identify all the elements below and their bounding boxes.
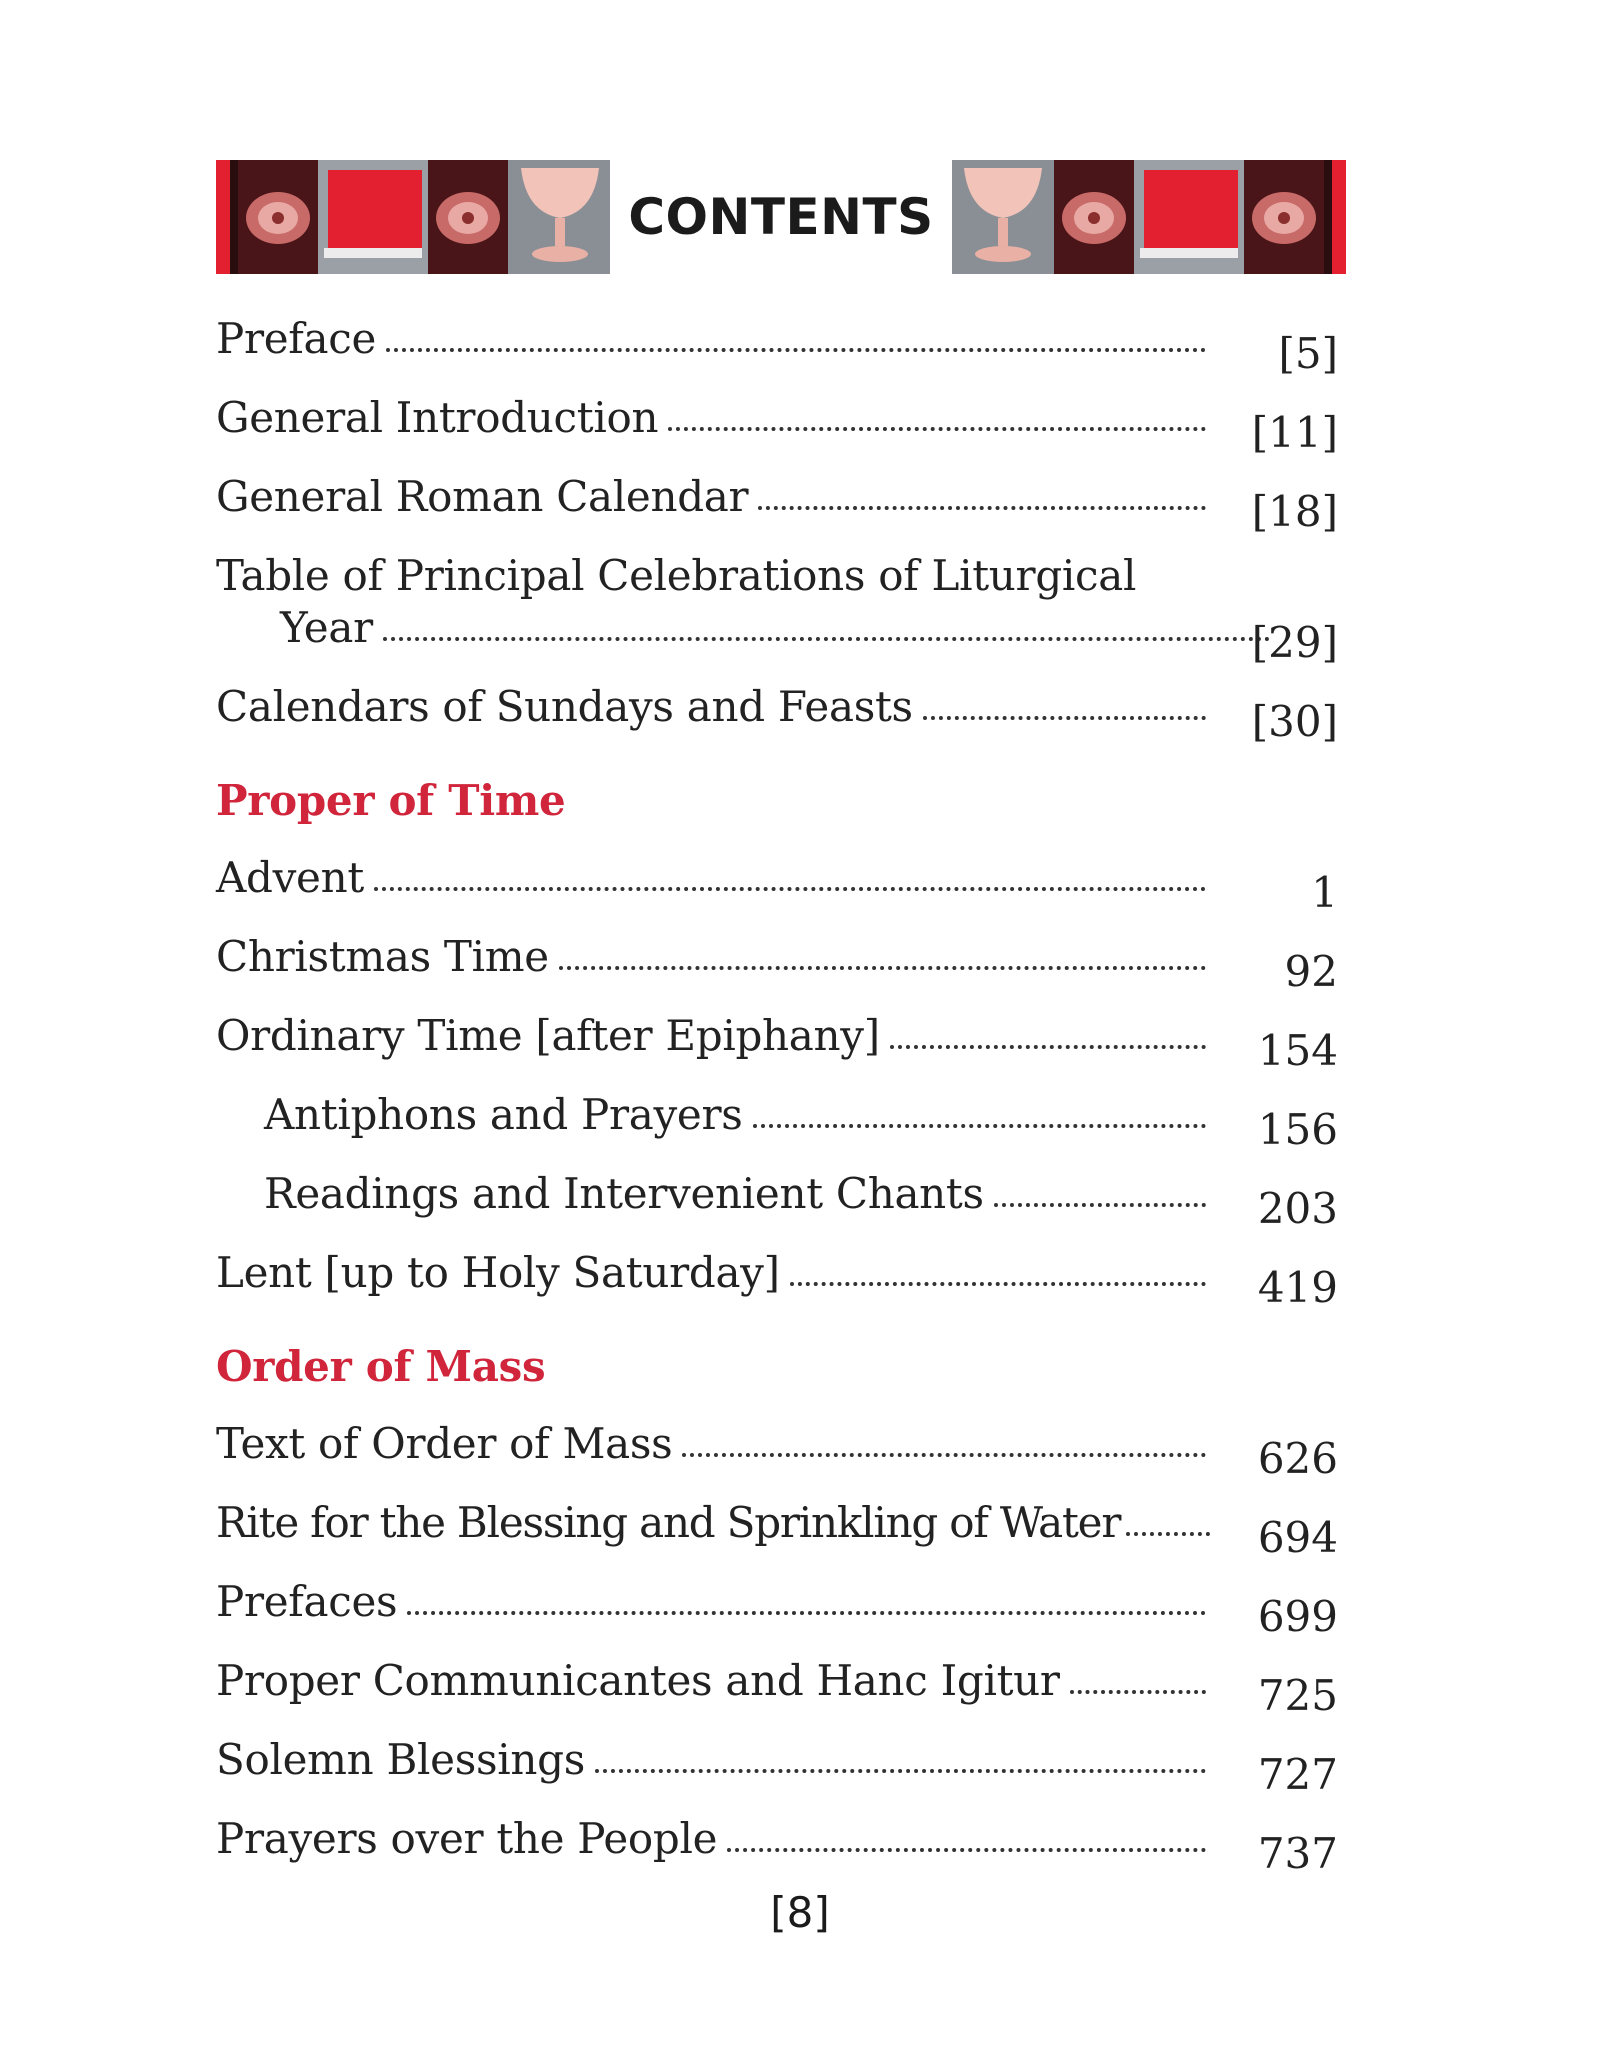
toc-entry-advent[interactable] bbox=[216, 839, 1346, 918]
dot-leader bbox=[374, 887, 1206, 891]
dot-leader bbox=[790, 1282, 1206, 1286]
toc-entry-page: 419 bbox=[1257, 1263, 1338, 1312]
toc-entry-antiphons-and-prayers[interactable] bbox=[216, 1076, 1346, 1155]
toc-entry-calendars-of-sundays[interactable] bbox=[216, 668, 1346, 747]
dot-leader bbox=[890, 1045, 1206, 1049]
red-book-icon bbox=[318, 160, 428, 274]
toc-entry-title: Proper Communicantes and Hanc Igitur bbox=[216, 1656, 1060, 1705]
toc-entry-christmas-time[interactable] bbox=[216, 918, 1346, 997]
page-number: [8] bbox=[770, 1888, 830, 1937]
toc-entry-page: [5] bbox=[1278, 329, 1338, 378]
dot-leader bbox=[559, 966, 1206, 970]
section-heading: Proper of Time bbox=[216, 776, 566, 825]
dot-leader bbox=[923, 716, 1206, 720]
dot-leader bbox=[668, 427, 1206, 431]
toc-entry-text-of-order-of-mass[interactable] bbox=[216, 1405, 1346, 1484]
dot-leader bbox=[994, 1203, 1206, 1207]
medallion-icon bbox=[428, 160, 508, 274]
toc-entry-lent[interactable] bbox=[216, 1234, 1346, 1313]
chalice-icon bbox=[508, 160, 610, 274]
toc-entry-title: Rite for the Blessing and Sprinkling of Water bbox=[216, 1498, 1121, 1547]
toc-entry-title: Preface bbox=[216, 314, 377, 363]
dot-leader bbox=[383, 637, 1270, 641]
section-heading-order-of-mass bbox=[216, 1313, 1346, 1405]
toc-entry-title: General Roman Calendar bbox=[216, 472, 749, 521]
toc-entry-page: 737 bbox=[1257, 1829, 1338, 1878]
toc-entry-page: [30] bbox=[1251, 697, 1338, 746]
dot-leader bbox=[682, 1453, 1206, 1457]
toc-entry-page: 156 bbox=[1257, 1105, 1338, 1154]
toc-entry-general-introduction[interactable] bbox=[216, 379, 1346, 458]
toc-entry-title: Christmas Time bbox=[216, 932, 549, 981]
toc-entry-title: Prayers over the People bbox=[216, 1814, 718, 1863]
toc-entry-page: 727 bbox=[1257, 1750, 1338, 1799]
dot-leader bbox=[753, 1124, 1207, 1128]
dot-leader bbox=[727, 1848, 1206, 1852]
page-title: CONTENTS bbox=[628, 188, 934, 246]
dot-leader bbox=[595, 1769, 1206, 1773]
toc-entry-page: [29] bbox=[1251, 618, 1338, 667]
contents-header bbox=[216, 160, 1346, 274]
toc-entry-title: Advent bbox=[216, 853, 364, 902]
toc-entry-page: 203 bbox=[1257, 1184, 1338, 1233]
toc-entry-readings-and-chants[interactable] bbox=[216, 1155, 1346, 1234]
dot-leader bbox=[386, 348, 1206, 352]
toc-entry-title: Solemn Blessings bbox=[216, 1735, 585, 1784]
toc-entry-page: 694 bbox=[1257, 1513, 1338, 1562]
toc-entry-title-line2: Year bbox=[280, 603, 373, 652]
chalice-icon bbox=[952, 160, 1054, 274]
toc-entry-page: [18] bbox=[1251, 487, 1338, 536]
toc-entry-title: Prefaces bbox=[216, 1577, 398, 1626]
toc-entry-title: Ordinary Time [after Epiphany] bbox=[216, 1011, 880, 1060]
toc-entry-title: Antiphons and Prayers bbox=[264, 1090, 743, 1139]
toc-entry-page: 92 bbox=[1284, 947, 1338, 996]
section-heading-proper-of-time bbox=[216, 747, 1346, 839]
toc-entry-table-of-principal-celebrations[interactable] bbox=[216, 537, 1346, 668]
dot-leader bbox=[407, 1611, 1206, 1615]
red-book-icon bbox=[1134, 160, 1244, 274]
toc-entry-title-line1: Table of Principal Celebrations of Liturgical bbox=[216, 551, 1137, 600]
toc-entry-page: 1 bbox=[1311, 868, 1338, 917]
medallion-icon bbox=[1054, 160, 1134, 274]
toc-entry-page: 725 bbox=[1257, 1671, 1338, 1720]
toc-entry-title: Readings and Intervenient Chants bbox=[264, 1169, 984, 1218]
medallion-icon bbox=[238, 160, 318, 274]
dot-leader bbox=[758, 506, 1206, 510]
decorative-strip-left bbox=[216, 160, 610, 274]
toc-entry-title: Lent [up to Holy Saturday] bbox=[216, 1248, 780, 1297]
decorative-strip-right bbox=[952, 160, 1346, 274]
toc-entry-rite-for-blessing[interactable] bbox=[216, 1484, 1346, 1563]
toc-entry-prayers-over-the-people[interactable] bbox=[216, 1800, 1346, 1879]
toc-entry-general-roman-calendar[interactable] bbox=[216, 458, 1346, 537]
toc-entry-preface[interactable] bbox=[216, 300, 1346, 379]
toc-entry-page: 699 bbox=[1257, 1592, 1338, 1641]
toc-entry-page: [11] bbox=[1251, 408, 1338, 457]
table-of-contents bbox=[216, 300, 1346, 1879]
toc-entry-title: Calendars of Sundays and Feasts bbox=[216, 682, 913, 731]
toc-entry-title: General Introduction bbox=[216, 393, 659, 442]
toc-entry-prefaces[interactable] bbox=[216, 1563, 1346, 1642]
toc-entry-solemn-blessings[interactable] bbox=[216, 1721, 1346, 1800]
toc-entry-page: 154 bbox=[1257, 1026, 1338, 1075]
toc-entry-ordinary-time[interactable] bbox=[216, 997, 1346, 1076]
medallion-icon bbox=[1244, 160, 1324, 274]
toc-entry-proper-communicantes[interactable] bbox=[216, 1642, 1346, 1721]
toc-entry-page: 626 bbox=[1257, 1434, 1338, 1483]
dot-leader bbox=[1070, 1690, 1206, 1694]
dot-leader bbox=[1126, 1532, 1210, 1536]
toc-entry-title: Text of Order of Mass bbox=[216, 1419, 673, 1468]
section-heading: Order of Mass bbox=[216, 1342, 546, 1391]
